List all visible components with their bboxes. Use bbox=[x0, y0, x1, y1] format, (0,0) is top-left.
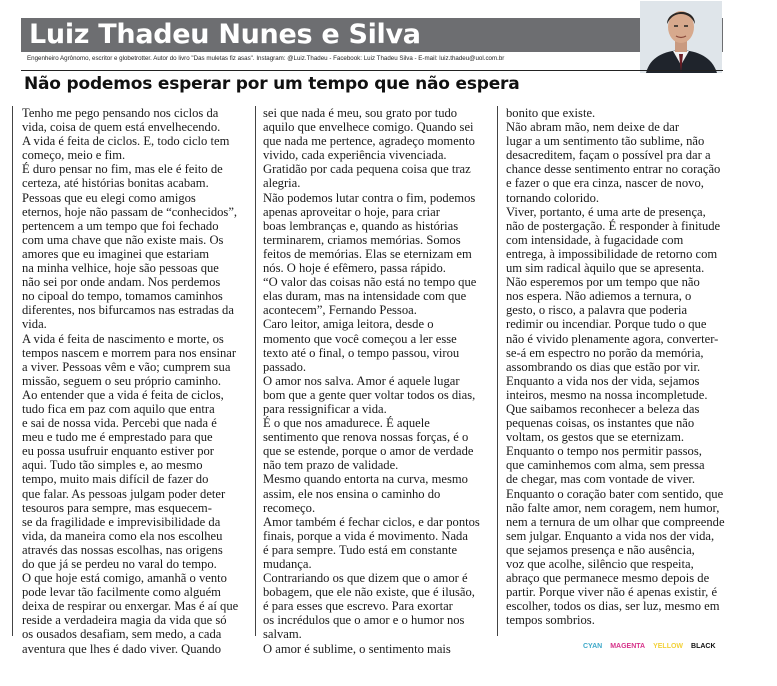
text-line: e sai de nossa vida. Percebi que nada é bbox=[22, 416, 217, 431]
text-line: aquilo que envelhece comigo. Quando sei bbox=[263, 120, 474, 135]
text-line: redimir ou incendiar. Porque tudo o que bbox=[506, 317, 707, 332]
text-line: no cipoal do tempo, tomamos caminhos bbox=[22, 289, 223, 304]
text-line: Contrariando os que dizem que o amor é bbox=[263, 571, 468, 586]
text-line: reside a verdadeira magia da vida que só bbox=[22, 613, 227, 628]
text-line: elas duram, mas na intensidade com que bbox=[263, 289, 467, 304]
text-line: que caminhemos com alma, sem pressa bbox=[506, 458, 705, 473]
text-line: se da fragilidade e imprevisibilidade da bbox=[22, 514, 221, 529]
text-line: Viver, portanto, é uma arte de presença, bbox=[506, 204, 706, 219]
text-line: diferentes, nos bifurcamos nas estradas da bbox=[22, 303, 234, 318]
text-line: É duro pensar no fim, mas ele é feito de bbox=[22, 162, 223, 177]
text-line: recomeço. bbox=[263, 500, 316, 515]
column-divider bbox=[255, 106, 256, 636]
text-line: entrega, à impossibilidade de retorno com bbox=[506, 246, 718, 261]
text-line: salvam. bbox=[263, 627, 302, 642]
text-line: se-á em espectro no porão da memória, bbox=[506, 345, 704, 360]
text-line: sem julgar. Enquanto a vida nos der vida, bbox=[506, 528, 715, 543]
text-line: apenas aproveitar o hoje, para criar bbox=[263, 204, 440, 219]
author-name: Luiz Thadeu Nunes e Silva bbox=[29, 19, 421, 50]
header-divider bbox=[21, 70, 723, 71]
text-line: missão, seguem o seu próprio caminho. bbox=[22, 373, 222, 388]
color-mark-label: CYAN bbox=[583, 643, 603, 650]
text-line: que sejamos presença e não ausência, bbox=[506, 542, 695, 557]
text-line: tempo, muito mais difícil de fazer do bbox=[22, 472, 209, 487]
text-line: Enquanto o coração bater com sentido, que bbox=[506, 486, 724, 501]
text-line: aventura que lhes é dado viver. Quando bbox=[22, 641, 221, 656]
text-line: não de postergação. É responder à finitude bbox=[506, 218, 721, 233]
text-line: vivido, cada experiência vivenciada. bbox=[263, 148, 447, 163]
text-line: eternos, hoje não passam de “conhecidos”, bbox=[22, 204, 238, 219]
text-line: “O valor das coisas não está no tempo que bbox=[263, 275, 477, 290]
text-line: O amor nos salva. Amor é aquele lugar bbox=[263, 373, 460, 388]
text-line: Não esperemos por um tempo que não bbox=[506, 275, 700, 290]
author-header-bar bbox=[21, 18, 723, 52]
text-line: nos espera. Não adiemos a ternura, o bbox=[506, 289, 692, 304]
text-line: O que hoje está comigo, amanhã o vento bbox=[22, 571, 227, 586]
text-line: mudança. bbox=[263, 557, 312, 571]
text-line: Pessoas que eu elegi como amigos bbox=[22, 190, 196, 205]
text-line: que se estende, porque o amor de verdade bbox=[263, 444, 474, 459]
text-line: voz que acolhe, silêncio que respeita, bbox=[506, 557, 694, 571]
text-line: pertencem a um tempo que foi fechado bbox=[22, 218, 219, 233]
text-line: através das nossas escolhas, nas origens bbox=[22, 542, 223, 557]
text-line: vida, da maneira como ela nos escolheu bbox=[22, 528, 223, 543]
color-mark-label: MAGENTA bbox=[610, 643, 646, 650]
text-line: feitos de memórias. Elas se eternizam em bbox=[263, 246, 472, 261]
text-line: Que saibamos reconhecer a beleza das bbox=[506, 401, 700, 416]
color-mark-label: BLACK bbox=[691, 643, 716, 650]
text-line: meu e tudo me é emprestado para que bbox=[22, 430, 213, 445]
text-line: é para sempre. Tudo está em constante bbox=[263, 542, 458, 557]
text-line: é para esses que escrevo. Para exortar bbox=[263, 599, 453, 614]
print-color-marks bbox=[583, 643, 724, 650]
text-line: assombrando os dias que estão por vir. bbox=[506, 359, 701, 374]
text-line: não tem prazo de validade. bbox=[263, 458, 399, 473]
text-line: aqui. Tudo tão simples e, ao mesmo bbox=[22, 458, 203, 473]
text-line: amores que eu imaginei que estariam bbox=[22, 246, 210, 261]
text-line: A vida é feita de nascimento e morte, os bbox=[22, 331, 224, 346]
text-line: bonito que existe. bbox=[506, 106, 596, 120]
text-line: A vida é feita de ciclos. E, todo ciclo tem bbox=[22, 134, 230, 149]
text-line: texto até o final, o tempo passou, virou bbox=[263, 345, 460, 360]
text-line: que nada me pertence, agradeço momento bbox=[263, 134, 475, 149]
text-line: não falte amor, nem coragem, nem humor, bbox=[506, 500, 720, 515]
text-line: inteiros, mesmo na nossa incompletude. bbox=[506, 387, 708, 402]
text-line: pequenas coisas, os instantes que não bbox=[506, 416, 695, 431]
text-line: terminarem, criamos memórias. Somos bbox=[263, 232, 461, 247]
text-line: tornando colorido. bbox=[506, 190, 600, 205]
text-line: Amor também é fechar ciclos, e dar pontos bbox=[263, 514, 480, 529]
text-line: eu possa usufruir enquanto estiver por bbox=[22, 444, 215, 459]
text-line: vida, coisa de quem está envelhecendo. bbox=[22, 120, 221, 135]
text-line: começo, meio e fim. bbox=[22, 148, 126, 163]
page-fold-line bbox=[12, 106, 13, 636]
text-line: Não abram mão, nem deixe de dar bbox=[506, 120, 680, 135]
text-line: na minha velhice, hoje são pessoas que bbox=[22, 261, 219, 276]
text-line: abraço que permanece mesmo depois de bbox=[506, 571, 710, 586]
text-line: não sei por onde andam. Nos perdemos bbox=[22, 275, 221, 290]
text-line: Ao entender que a vida é feita de ciclos, bbox=[22, 387, 224, 402]
text-line: É o que nos amadurece. É aquele bbox=[263, 416, 430, 431]
text-line: vida. bbox=[22, 317, 47, 332]
text-line: certeza, até histórias bonitas acabam. bbox=[22, 176, 209, 191]
text-line: com uma chave que não existe mais. Os bbox=[22, 232, 224, 247]
text-line: Tenho me pego pensando nos ciclos da bbox=[22, 106, 219, 120]
author-portrait-icon bbox=[640, 1, 722, 73]
text-line: finais, porque a vida é movimento. Nada bbox=[263, 528, 468, 543]
text-line: boas lembranças e, quando as histórias bbox=[263, 218, 459, 233]
text-line: lugar a um sentimento tão sublime, não bbox=[506, 134, 705, 149]
text-line: para ressignificar a vida. bbox=[263, 401, 387, 416]
text-line: tudo fica em paz com aquilo que entra bbox=[22, 401, 215, 416]
text-line: Enquanto a vida nos der vida, sejamos bbox=[506, 373, 700, 388]
text-line: desacreditem, façam o possível pra dar a bbox=[506, 148, 711, 163]
text-line: não é vivido plenamente agora, converter- bbox=[506, 331, 719, 346]
text-line: sei que nada é meu, sou grato por tudo bbox=[263, 106, 458, 120]
author-bio: Engenheiro Agrônomo, escritor e globetrotter. Autor do livro "Das muletas fiz asas". Instagram: @Luiz.Thadeu - Facebook: Luiz Thadeu Silva - E-mail: luiz.thadeu@uol.com.br bbox=[27, 55, 505, 62]
text-line: os incrédulos que o amor e o humor nos bbox=[263, 613, 465, 628]
article-headline: Não podemos esperar por um tempo que não espera bbox=[24, 74, 520, 94]
text-line: escolher, todos os dias, ser luz, mesmo em bbox=[506, 599, 720, 614]
text-line: bom que a gente quer voltar todos os dias, bbox=[263, 387, 476, 402]
author-photo bbox=[640, 1, 722, 73]
text-line: pode levar tão facilmente como alguém bbox=[22, 585, 221, 600]
article-column-3 bbox=[506, 106, 731, 627]
text-line: de chegar, mas com vontade de viver. bbox=[506, 472, 696, 487]
text-line: tempos nascem e morrem para nos ensinar bbox=[22, 345, 237, 360]
text-line: sentimento que renova nossas forças, é o bbox=[263, 430, 469, 445]
text-line: com intensidade, à fugacidade com bbox=[506, 232, 684, 247]
article-column-1 bbox=[22, 106, 247, 656]
text-line: assim, ele nos ensina o caminho do bbox=[263, 486, 441, 501]
text-line: acontecem”, Fernando Pessoa. bbox=[263, 303, 417, 318]
column-divider bbox=[497, 106, 498, 636]
text-line: tempos sombrios. bbox=[506, 613, 595, 628]
text-line: que falar. As pessoas julgam poder deter bbox=[22, 486, 226, 501]
text-line: Não podemos lutar contra o fim, podemos bbox=[263, 190, 476, 205]
text-line: gesto, o risco, a palavra que poderia bbox=[506, 303, 688, 318]
text-line: alegria. bbox=[263, 176, 301, 191]
text-line: Gratidão por cada pequena coisa que traz bbox=[263, 162, 471, 177]
color-mark-label: YELLOW bbox=[653, 643, 684, 650]
text-line: partir. Porque viver não é apenas existir, é bbox=[506, 585, 718, 600]
text-line: momento que você começou a ler esse bbox=[263, 331, 457, 346]
text-line: Mesmo quando entorta na curva, mesmo bbox=[263, 472, 468, 487]
text-line: voltam, os gestos que se eternizam. bbox=[506, 430, 685, 445]
text-line: passado. bbox=[263, 359, 307, 374]
text-line: um sim radical àquilo que se apresenta. bbox=[506, 261, 705, 276]
text-line: nem a ternura de um olhar que compreende bbox=[506, 514, 725, 529]
text-line: chance desse sentimento entrar no coração bbox=[506, 162, 721, 177]
text-line: Enquanto o tempo nos permitir passos, bbox=[506, 444, 702, 459]
text-line: Caro leitor, amiga leitora, desde o bbox=[263, 317, 434, 332]
text-line: a viver. Pessoas vêm e vão; cumprem sua bbox=[22, 359, 231, 374]
text-line: do que já se perdeu no varal do tempo. bbox=[22, 557, 217, 571]
text-line: e fazer o que era cinza, nascer de novo, bbox=[506, 176, 704, 191]
text-line: os ousados desafiam, sem medo, a cada bbox=[22, 627, 222, 642]
text-line: deixa de respirar ou enxergar. Mas é aí que bbox=[22, 599, 239, 614]
text-line: bobagem, que ele não existe, que é ilusão, bbox=[263, 585, 475, 600]
article-column-2 bbox=[263, 106, 488, 656]
text-line: nós. O hoje é efêmero, passa rápido. bbox=[263, 261, 446, 276]
text-line: tesouros para sempre, mas esquecem- bbox=[22, 500, 212, 515]
text-line: O amor é sublime, o sentimento mais bbox=[263, 641, 451, 656]
